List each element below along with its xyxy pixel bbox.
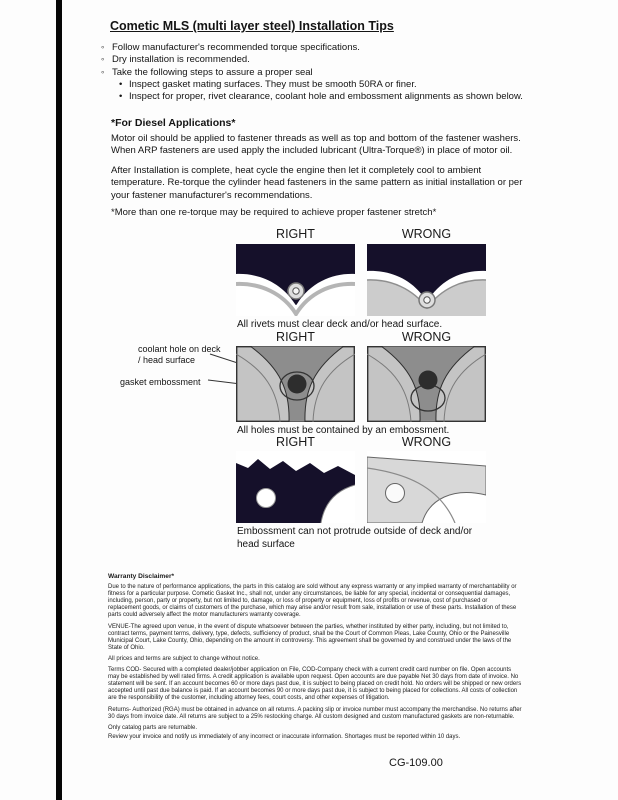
left-border-rule — [56, 0, 62, 800]
diagram-rivet-right — [236, 244, 355, 316]
row2-caption: All holes must be contained by an embossment. — [237, 425, 450, 436]
row3-caption: Embossment can not protrude outside of deck and/or head surface — [237, 526, 473, 550]
tip-item: ◦ Take the following steps to assure a proper seal — [101, 67, 531, 79]
sub-tip-item: • Inspect for proper, rivet clearance, coolant hole and embossment alignments as shown below. — [119, 91, 539, 103]
legal-paragraph-warranty: Due to the nature of performance applications, the parts in this catalog are sold without any express warranty or any implied warranty of merchantability or fitness for a particular purpose. Cometic Gasket Inc., shall not, under any circumstances, be liable for any special, incidental or consequential damages, including, person, party or property, but not limited to, damage, or loss of property or equipment, loss of profits or revenue, cost of purchased or replacement goods, or claims of customers of the purchase, which may arise and/or result from sale, installation or use of these parts. Installation of these parts could adversely affect the motor manufacturers warranty coverage. — [108, 584, 517, 619]
legal-paragraph-invoice: Review your invoice and notify us immediately of any incorrect or inaccurate information. Shortages must be reported within 10 days. — [108, 733, 461, 740]
diesel-paragraph-oil: Motor oil should be applied to fastener threads as well as top and bottom of the fastener washers. When ARP fasteners are used apply the included lubricant (Ultra-Torque®) in place of motor oil. — [111, 133, 521, 157]
row3-right-label: RIGHT — [276, 435, 315, 449]
warranty-disclaimer-section — [108, 573, 522, 741]
gasket-embossment-label: gasket embossment — [120, 377, 201, 387]
document-number: CG-109.00 — [389, 757, 443, 769]
diesel-paragraph-retorque: After Installation is complete, heat cycle the engine then let it completely cool to ambient temperature. Re-torque the cylinder head fasteners in the same pattern as initial installation or per your fastener manufacturer's recommendations. — [111, 165, 523, 201]
diesel-applications-heading: *For Diesel Applications* — [111, 117, 236, 129]
diagram-embossment-wrong — [367, 451, 486, 523]
tip-item: ◦ Dry installation is recommended. — [101, 54, 531, 66]
retorque-note: *More than one re-torque may be required to achieve proper fastener stretch* — [111, 207, 437, 218]
diagram-embossment-right — [236, 451, 355, 523]
legal-paragraph-returns: Returns- Authorized (RGA) must be obtained in advance on all returns. A packing slip or invoice number must accompany the merchandise. No returns after 30 days from invoice date. All returns are subject to a 25% restocking charge. All custom designed and custom manufactured gaskets are non-returnable. — [108, 706, 522, 720]
row1-caption: All rivets must clear deck and/or head surface. — [237, 319, 443, 330]
coolant-hole-label: coolant hole on deck / head surface — [138, 344, 221, 365]
row1-right-label: RIGHT — [276, 227, 315, 241]
row3-wrong-label: WRONG — [401, 435, 452, 449]
row2-wrong-label: WRONG — [401, 330, 452, 344]
diagram-coolant-hole-right — [236, 346, 355, 422]
installation-subtips-list — [119, 79, 539, 104]
warranty-disclaimer-heading: Warranty Disclaimer* — [108, 573, 175, 580]
row2-right-label: RIGHT — [276, 330, 315, 344]
legal-paragraph-prices: All prices and terms are subject to change without notice. — [108, 655, 260, 662]
tip-item: ◦ Follow manufacturer's recommended torque specifications. — [101, 42, 531, 54]
legal-paragraph-catalog: Only catalog parts are returnable. — [108, 724, 198, 731]
page-title: Cometic MLS (multi layer steel) Installation Tips — [110, 19, 394, 33]
diagram-coolant-hole-wrong — [367, 346, 486, 422]
sub-tip-item: • Inspect gasket mating surfaces. They must be smooth 50RA or finer. — [119, 79, 539, 91]
diagram-rivet-wrong — [367, 244, 486, 316]
installation-tips-list — [101, 42, 531, 79]
row1-wrong-label: WRONG — [401, 227, 452, 241]
legal-paragraph-venue: VENUE-The agreed upon venue, in the event of dispute whatsoever between the parties, whether instituted by either party, including, but not limited to, contract terms, payment terms, delivery, type, defects, sufficiency of product, shall be the Court of Common Pleas, Lake County, Ohio or the Painesville Municipal Court, Lake County, Ohio, depending on the amount in controversy. This agreement shall be governed by and construed under the laws of the State of Ohio. — [108, 623, 512, 651]
legal-paragraph-terms: Terms COD- Secured with a completed dealer/jobber application on File, COD-Company check with a current credit card number on file. Open accounts may be established by well rated firms. A credit application is available upon request. Open accounts are due payable Net 30 days from date of invoice. No statement will be sent. If an account becomes 60 or more days past due, it is subject to being placed on credit hold. No orders will be shipped or new orders accepted until past due balance is paid. If an account becomes 90 or more days past due, it is subject to being placed for collections. All costs of collection are the responsibility of the customer, including attorney fees, court costs, and other expenses of litigation. — [108, 667, 522, 702]
